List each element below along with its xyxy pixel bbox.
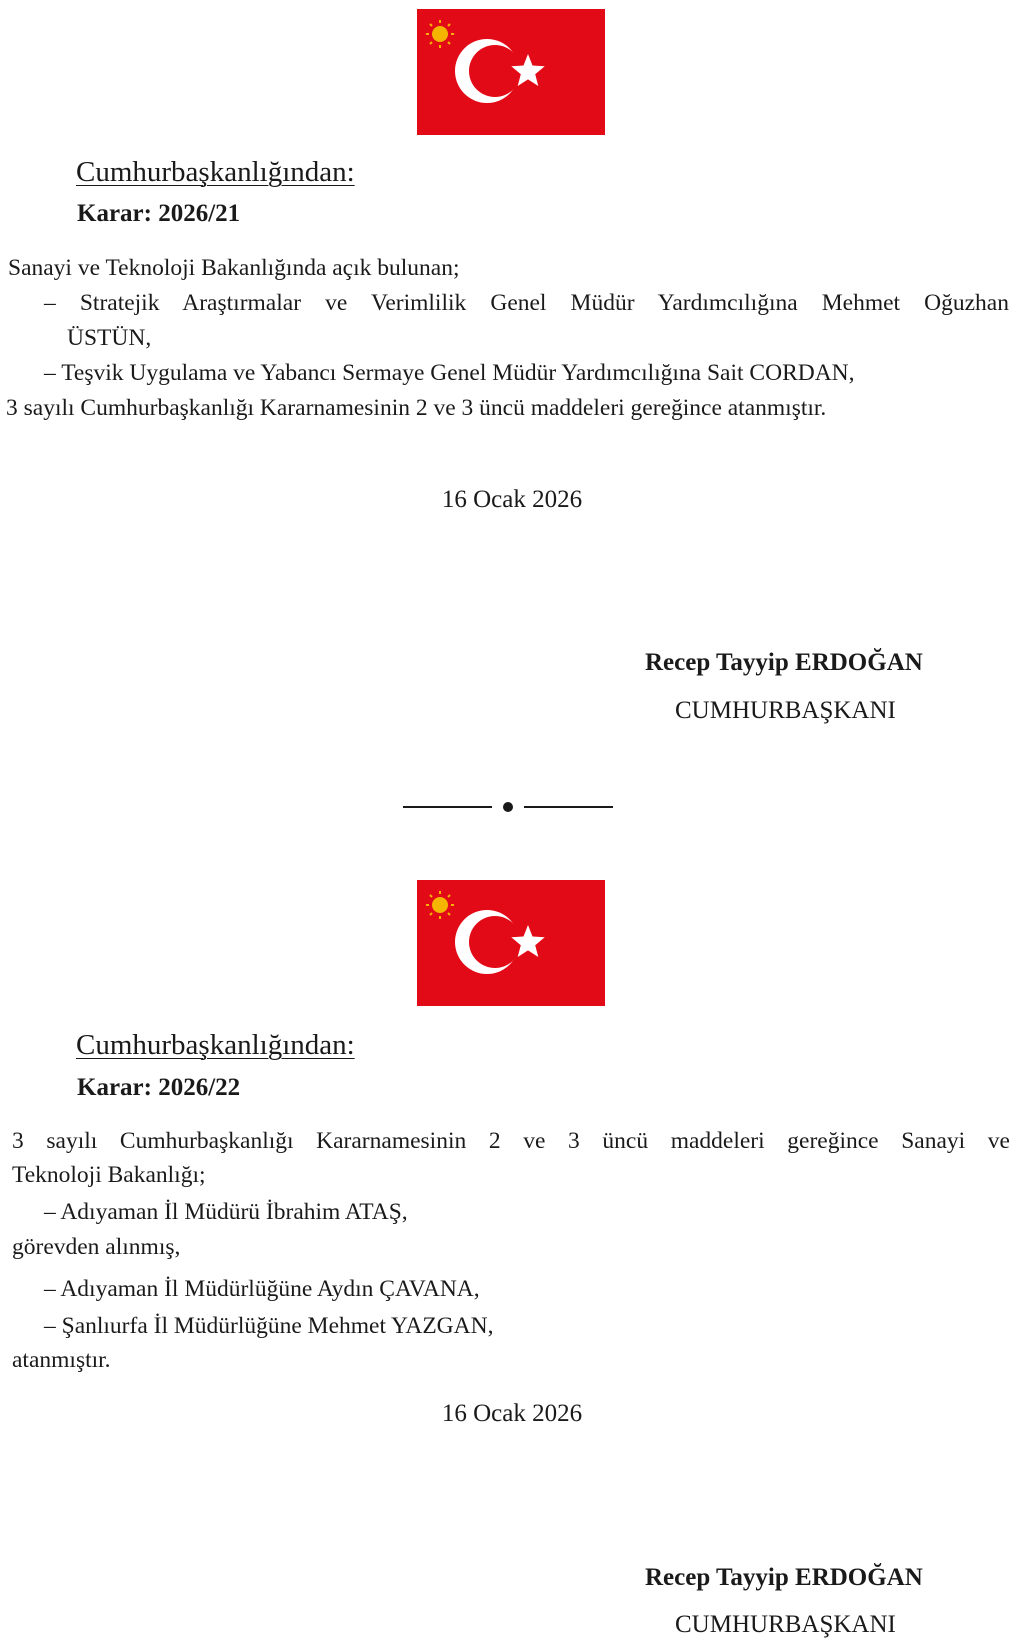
dismissal-item: – Adıyaman İl Müdürü İbrahim ATAŞ, (44, 1199, 408, 1225)
signature-name: Recep Tayyip ERDOĞAN (645, 649, 923, 676)
closing-text: 3 sayılı Cumhurbaşkanlığı Kararnamesinin 2 ve 3 üncü maddeleri gereğince atanmıştır. (6, 395, 827, 421)
appointment-item: – Adıyaman İl Müdürlüğüne Aydın ÇAVANA, (44, 1276, 480, 1302)
appointment-item: – Teşvik Uygulama ve Yabancı Sermaye Genel Müdür Yardımcılığına Sait CORDAN, (44, 360, 855, 386)
decision-heading: Cumhurbaşkanlığından: (76, 156, 355, 188)
decision-heading: Cumhurbaşkanlığından: (76, 1029, 355, 1061)
decision-number: Karar: 2026/22 (77, 1074, 241, 1101)
signature-title: CUMHURBAŞKANI (675, 697, 896, 724)
presidential-flag-icon (417, 9, 605, 135)
signature-title: CUMHURBAŞKANI (675, 1611, 896, 1638)
section-separator (403, 800, 613, 814)
intro-text: Sanayi ve Teknoloji Bakanlığında açık bulunan; (8, 255, 460, 281)
decision-date: 16 Ocak 2026 (441, 486, 583, 513)
intro-text: 3 sayılı Cumhurbaşkanlığı Kararnamesinin 2 ve 3 üncü maddeleri gereğince Sanayi ve (12, 1128, 1010, 1154)
signature-name: Recep Tayyip ERDOĞAN (645, 1564, 923, 1591)
appointment-item: – Stratejik Araştırmalar ve Verimlilik Genel Müdür Yardımcılığına Mehmet Oğuzhan (44, 290, 1009, 316)
intro-text-continuation: Teknoloji Bakanlığı; (12, 1162, 206, 1188)
appointment-label: atanmıştır. (12, 1347, 111, 1373)
decision-date: 16 Ocak 2026 (441, 1400, 583, 1427)
appointment-item: – Şanlıurfa İl Müdürlüğüne Mehmet YAZGAN, (44, 1313, 494, 1339)
dismissal-label: görevden alınmış, (12, 1234, 181, 1260)
appointment-item-continuation: ÜSTÜN, (67, 325, 152, 351)
decision-number: Karar: 2026/21 (77, 200, 241, 227)
presidential-flag-icon (417, 880, 605, 1006)
